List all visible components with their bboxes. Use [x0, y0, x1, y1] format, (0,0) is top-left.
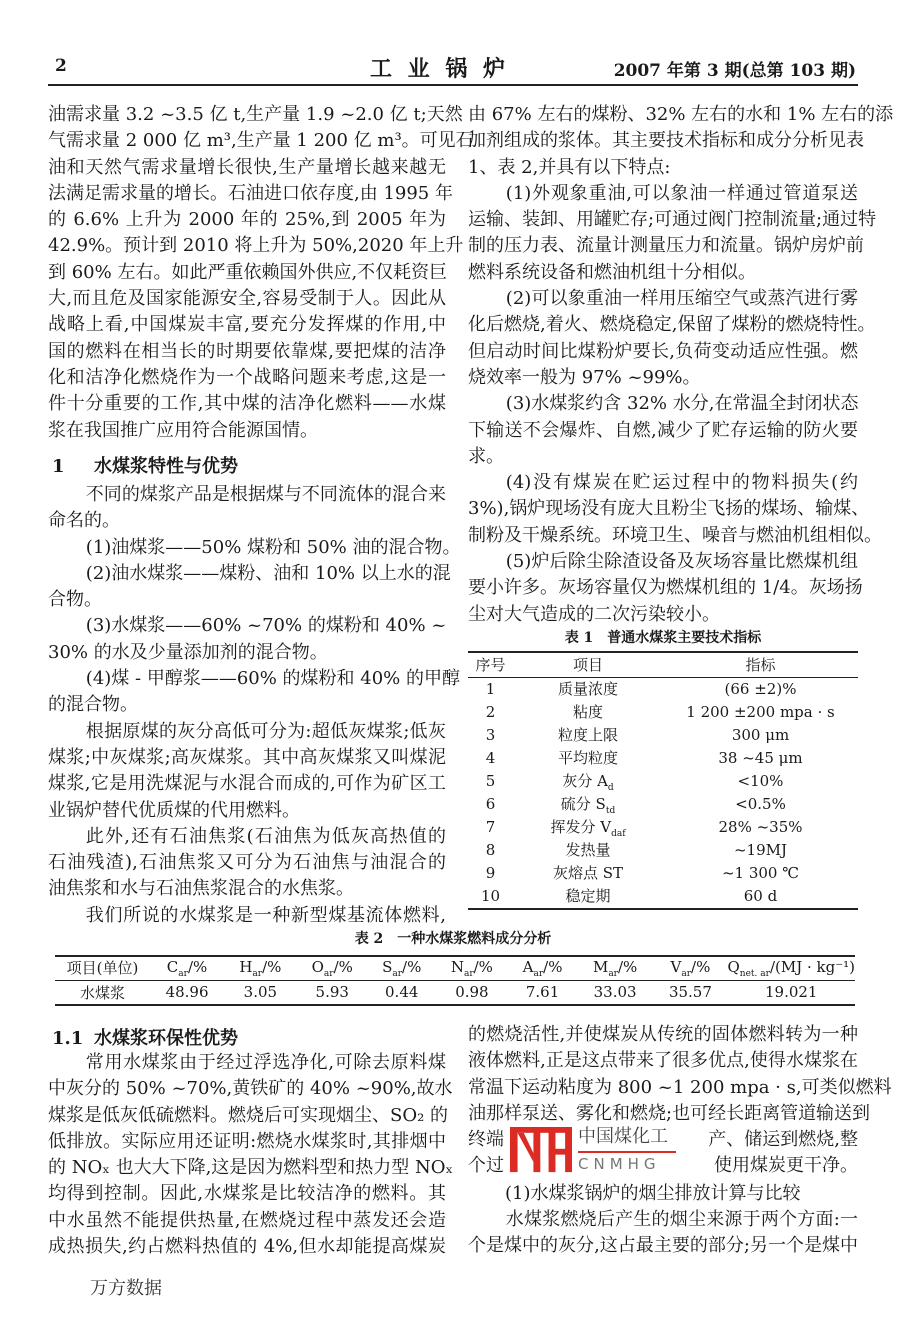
table1-row	[468, 862, 858, 885]
text-line: 1、表 2,并具有以下特点:	[468, 156, 671, 178]
item-subscript: d	[607, 782, 614, 793]
text-line: 加剂组成的浆体。其主要技术指标和成分分析见表	[468, 130, 864, 152]
header-unit: /%	[402, 958, 422, 976]
page-number: 2	[55, 56, 67, 76]
right-column-bottom	[468, 1022, 892, 1127]
left-column-top	[48, 102, 474, 444]
table2-cell: 7.61	[525, 983, 560, 1002]
header-symbol: A	[522, 958, 534, 976]
text-line: 不同的煤浆产品是根据煤与不同流体的混合来	[85, 484, 446, 505]
text-line: 水煤浆燃烧后产生的烟尘来源于两个方面:一	[505, 1209, 858, 1230]
header-subscript: ar	[178, 969, 188, 979]
table2-cell: 35.57	[668, 983, 712, 1002]
table2-cell: 48.96	[165, 983, 209, 1002]
row-number: 1	[485, 680, 496, 698]
section-1-1-heading	[52, 1024, 238, 1050]
table1-row	[468, 885, 858, 909]
item-name	[513, 839, 663, 862]
header-unit: /%	[262, 958, 282, 976]
text-line: (1)油煤浆——50% 煤粉和 50% 油的混合物。	[85, 536, 461, 558]
text-line: 根据原煤的灰分高低可分为:超低灰煤浆;低灰	[85, 720, 446, 742]
text-line: 30% 的水及少量添加剂的混合物。	[48, 641, 328, 663]
text-line: 低排放。实际应用还证明:燃烧水煤浆时,其排烟中	[48, 1130, 446, 1152]
table1-row	[468, 816, 858, 839]
header-unit: /%	[333, 958, 353, 976]
table1-row	[468, 724, 858, 747]
header-symbol: 项目(单位)	[66, 959, 139, 977]
item-name	[513, 793, 663, 816]
text-line: 油焦浆和水与石油焦浆混合的水焦浆。	[48, 878, 354, 900]
item-value: 1 200 ±200 mpa · s	[686, 703, 835, 721]
table1-header: 项目	[572, 656, 603, 675]
section-title: 水煤浆特性与优势	[94, 456, 238, 477]
item-value: <10%	[737, 772, 784, 790]
item-name	[513, 862, 663, 885]
item-label: 粒度上限	[557, 725, 618, 744]
item-label: 灰分 A	[562, 771, 608, 790]
text-line: 42.9%。预计到 2010 将上升为 50%,2020 年上升	[48, 235, 464, 257]
text-line: 但启动时间比煤粉炉要长,负荷变动适应性强。燃	[468, 340, 858, 362]
watermark-cn-text: 中国煤化工	[578, 1126, 668, 1147]
header-symbol: O	[311, 958, 324, 976]
left-column-mid	[48, 482, 461, 929]
table2-header	[727, 956, 855, 981]
journal-title: 工 业 锅 炉	[370, 56, 509, 82]
text-line: (5)炉后除尘除渣设备及灰场容量比燃煤机组	[505, 551, 858, 573]
table1-row	[468, 677, 858, 701]
text-line: 由 67% 左右的煤粉、32% 左右的水和 1% 左右的添	[468, 104, 894, 125]
row-number: 8	[485, 841, 496, 859]
table1-row	[468, 793, 858, 816]
header-subscript: ar	[533, 969, 544, 979]
section-number: 1	[52, 456, 65, 477]
item-name	[513, 701, 663, 724]
text-line: 化和洁净化燃烧作为一个战略问题来考虑,这是一	[48, 366, 446, 388]
text-line: 个是煤中的灰分,这占最主要的部分;另一个是煤中	[468, 1235, 858, 1257]
text-line: (3)水煤浆——60% ~70% 的煤粉和 40% ~	[85, 615, 447, 637]
text-line: 合物。	[48, 589, 102, 611]
header-unit: /%	[543, 958, 563, 976]
text-line: 运输、装卸、用罐贮存;可通过阀门控制流量;通过特	[468, 209, 877, 231]
text-line: 3%),锅炉现场没有庞大且粉尘飞扬的煤场、输煤、	[468, 498, 870, 520]
table2-cell: 0.98	[455, 983, 489, 1002]
text-line: 要小许多。灰场容量仅为燃煤机组的 1/4。灰场扬	[468, 577, 863, 599]
table2-cell: 33.03	[593, 983, 637, 1002]
table2-header	[368, 956, 436, 981]
watermark-en-text: CNMHG	[578, 1155, 661, 1173]
item-label: 灰熔点 ST	[552, 863, 624, 882]
text-line: 件十分重要的工作,其中煤的洁净化燃料——水煤	[48, 393, 446, 415]
row-number: 4	[485, 749, 496, 767]
item-value: <0.5%	[735, 795, 786, 813]
item-value: 38 ~45 μm	[718, 749, 803, 767]
item-label: 稳定期	[565, 886, 611, 905]
text-line: 制粉及干燥系统。环境卫生、噪音与燃油机组相似。	[468, 524, 882, 546]
table2-cell: 19.021	[764, 983, 818, 1002]
text-line: 煤浆是低灰低硫燃料。燃烧后可实现烟尘、SO₂ 的	[48, 1104, 449, 1126]
text-line: 中水虽然不能提供热量,在燃烧过程中蒸发还会造	[48, 1209, 446, 1231]
header-subscript: ar	[392, 969, 403, 979]
subsection-heading: (1)水煤浆锅炉的烟尘排放计算与比较	[505, 1183, 801, 1204]
table2-header	[297, 956, 368, 981]
text-fragment: 产、储运到燃烧,整	[708, 1129, 858, 1150]
item-value: ~19MJ	[733, 841, 788, 859]
text-line: 油和天然气需求量增长很快,生产量增长越来越无	[48, 156, 446, 178]
watermark-rule	[578, 1151, 676, 1153]
table2-cell: 5.93	[315, 983, 349, 1002]
item-value: (66 ±2)%	[724, 680, 797, 698]
header-unit: /%	[691, 958, 711, 976]
text-line: 均得到控制。因此,水煤浆是比较洁净的燃料。其	[48, 1183, 446, 1205]
item-name	[513, 677, 663, 701]
text-line: 业锅炉替代优质煤的代用燃料。	[48, 799, 300, 821]
text-line: 煤浆;中灰煤浆;高灰煤浆。其中高灰煤浆又叫煤泥	[48, 746, 446, 768]
item-label: 平均粒度	[557, 748, 618, 767]
watermark-logo	[510, 1124, 680, 1178]
text-line: (4)煤 - 甲醇浆——60% 的煤粉和 40% 的甲醇	[85, 668, 460, 690]
item-value: 300 μm	[731, 726, 790, 744]
header-symbol: H	[239, 958, 253, 976]
text-fragment: 终端	[468, 1129, 504, 1150]
row-number: 5	[485, 772, 496, 790]
text-line: 气需求量 2 000 亿 m³,生产量 1 200 亿 m³。可见石	[48, 130, 474, 152]
text-line: 的混合物。	[48, 694, 138, 716]
text-line: (3)水煤浆约含 32% 水分,在常温全封闭状态	[505, 393, 859, 415]
item-label: 挥发分 V	[550, 817, 612, 836]
table2-cell: 0.44	[385, 983, 419, 1002]
text-line: 的燃烧活性,并使煤炭从传统的固体燃料转为一种	[468, 1024, 858, 1045]
text-line: 油需求量 3.2 ~3.5 亿 t,生产量 1.9 ~2.0 亿 t;天然	[48, 104, 463, 125]
table1-row	[468, 770, 858, 793]
text-line: 大,而且危及国家能源安全,容易受制于人。因此从	[48, 288, 446, 310]
text-line: 尘对大气造成的二次污染较小。	[468, 603, 720, 625]
item-label: 发热量	[565, 840, 611, 859]
text-line: 国的燃料在相当长的时期要依靠煤,要把煤的洁净	[48, 340, 446, 362]
table2-header	[653, 956, 727, 981]
table2-cell: 3.05	[243, 983, 278, 1002]
header-unit: /(MJ · kg⁻¹)	[769, 958, 855, 976]
header-subscript: ar	[323, 969, 334, 979]
header-subscript: net. ar	[739, 969, 770, 979]
item-name	[513, 770, 663, 793]
text-line: 燃料系统设备和燃油机组十分相似。	[468, 261, 756, 283]
text-fragment: 个过	[468, 1155, 504, 1177]
table2-header	[150, 956, 224, 981]
text-line: 液体燃料,正是这点带来了很多优点,使得水煤浆在	[468, 1050, 858, 1072]
text-line: (2)油水煤浆——煤粉、油和 10% 以上水的混	[85, 562, 451, 584]
header-symbol: Q	[727, 958, 740, 976]
header-subscript: ar	[463, 969, 474, 979]
row-number: 2	[485, 703, 496, 721]
issue-info: 2007 年第 3 期(总第 103 期)	[613, 61, 856, 81]
row-number: 10	[480, 887, 501, 905]
table2-header	[436, 956, 509, 981]
section-number: 1.1	[52, 1028, 84, 1049]
header-subscript: ar	[608, 969, 618, 979]
watermark-mark-icon	[510, 1127, 572, 1175]
text-line: 浆在我国推广应用符合能源国情。	[48, 419, 318, 441]
table1-row	[468, 839, 858, 862]
text-line: (1)外观象重油,可以象油一样通过管道泵送	[505, 182, 858, 204]
table1-row	[468, 747, 858, 770]
row-number: 7	[485, 818, 496, 836]
row-number: 3	[485, 726, 496, 744]
section-1-heading	[52, 452, 238, 478]
header-unit: /%	[187, 958, 208, 976]
text-line: 常用水煤浆由于经过浮选净化,可除去原料煤	[85, 1052, 446, 1073]
text-line: 下输送不会爆炸、自燃,减少了贮存运输的防火要	[468, 419, 858, 441]
row-number: 6	[485, 795, 496, 813]
header-symbol: S	[382, 958, 393, 976]
header-symbol: M	[592, 958, 609, 976]
text-line: 法满足需求量的增长。石油进口依存度,由 1995 年	[48, 182, 453, 204]
item-label: 质量浓度	[557, 679, 618, 698]
text-line: 制的压力表、流量计测量压力和流量。锅炉房炉前	[468, 235, 864, 257]
table1-caption: 表 1 普通水煤浆主要技术指标	[564, 630, 762, 646]
table1-header: 序号	[475, 656, 506, 675]
item-value: ~1 300 ℃	[721, 864, 800, 882]
header-subscript: ar	[252, 969, 263, 979]
item-name	[513, 724, 663, 747]
row-number: 9	[485, 864, 496, 882]
table1-header: 指标	[745, 656, 776, 675]
table1-row	[468, 701, 858, 724]
item-name	[513, 747, 663, 770]
table2-header	[55, 956, 150, 981]
table2	[55, 955, 855, 1006]
table2-header	[224, 956, 297, 981]
row-label: 水煤浆	[79, 983, 125, 1002]
table1	[468, 651, 858, 910]
item-label: 粘度	[572, 702, 603, 721]
header-unit: /%	[473, 958, 493, 976]
section-title: 水煤浆环保性优势	[94, 1028, 238, 1049]
text-fragment: 使用煤炭更干净。	[714, 1155, 858, 1177]
header-subscript: ar	[681, 969, 692, 979]
text-line: 命名的。	[48, 510, 120, 532]
item-subscript: daf	[611, 828, 626, 839]
item-name	[513, 816, 663, 839]
right-column-top	[468, 102, 894, 628]
header-rule	[48, 84, 858, 86]
text-line: 的 6.6% 上升为 2000 年的 25%,到 2005 年为	[48, 209, 446, 231]
text-line: 石油残渣),石油焦浆又可分为石油焦与油混合的	[48, 852, 446, 874]
item-value: 28% ~35%	[718, 818, 803, 836]
header-symbol: C	[166, 958, 179, 976]
text-line: 煤浆,它是用洗煤泥与水混合而成的,可作为矿区工	[48, 773, 446, 795]
item-subscript: td	[605, 805, 616, 816]
text-line: 成热损失,约占燃料热值的 4%,但水却能提高煤炭	[48, 1236, 446, 1258]
text-line: 化后燃烧,着火、燃烧稳定,保留了煤粉的燃烧特性。	[468, 314, 876, 336]
header-symbol: V	[670, 958, 682, 976]
right-column-end	[468, 1207, 858, 1260]
text-line: 到 60% 左右。如此严重依赖国外供应,不仅耗资巨	[48, 261, 448, 283]
text-line: 的 NOₓ 也大大下降,这是因为燃料型和热力型 NOₓ	[48, 1157, 454, 1179]
header-unit: /%	[617, 958, 638, 976]
text-line: 此外,还有石油焦浆(石油焦为低灰高热值的	[85, 825, 446, 847]
text-line: 中灰分的 50% ~70%,黄铁矿的 40% ~90%,故水	[48, 1078, 453, 1100]
text-line: 油那样泵送、雾化和燃烧;也可经长距离管道输送到	[468, 1102, 871, 1124]
table2-header	[508, 956, 577, 981]
table2-header	[577, 956, 653, 981]
text-line: (4)没有煤炭在贮运过程中的物料损失(约	[505, 472, 858, 494]
item-name	[513, 885, 663, 909]
text-line: (2)可以象重油一样用压缩空气或蒸汽进行雾	[505, 288, 858, 310]
text-line: 常温下运动粘度为 800 ~1 200 mpa · s,可类似燃料	[468, 1076, 892, 1098]
table2-caption: 表 2 一种水煤浆燃料成分分析	[354, 931, 552, 947]
item-value: 60 d	[743, 887, 778, 905]
footer-source: 万方数据	[90, 1278, 162, 1299]
text-line: 我们所说的水煤浆是一种新型煤基流体燃料,	[85, 904, 446, 926]
text-line: 战略上看,中国煤炭丰富,要充分发挥煤的作用,中	[48, 314, 446, 336]
item-label: 硫分 S	[560, 794, 606, 813]
text-line: 求。	[468, 445, 504, 467]
text-line: 烧效率一般为 97% ~99%。	[468, 366, 701, 388]
header-symbol: N	[450, 958, 464, 976]
left-column-bottom	[48, 1050, 454, 1260]
